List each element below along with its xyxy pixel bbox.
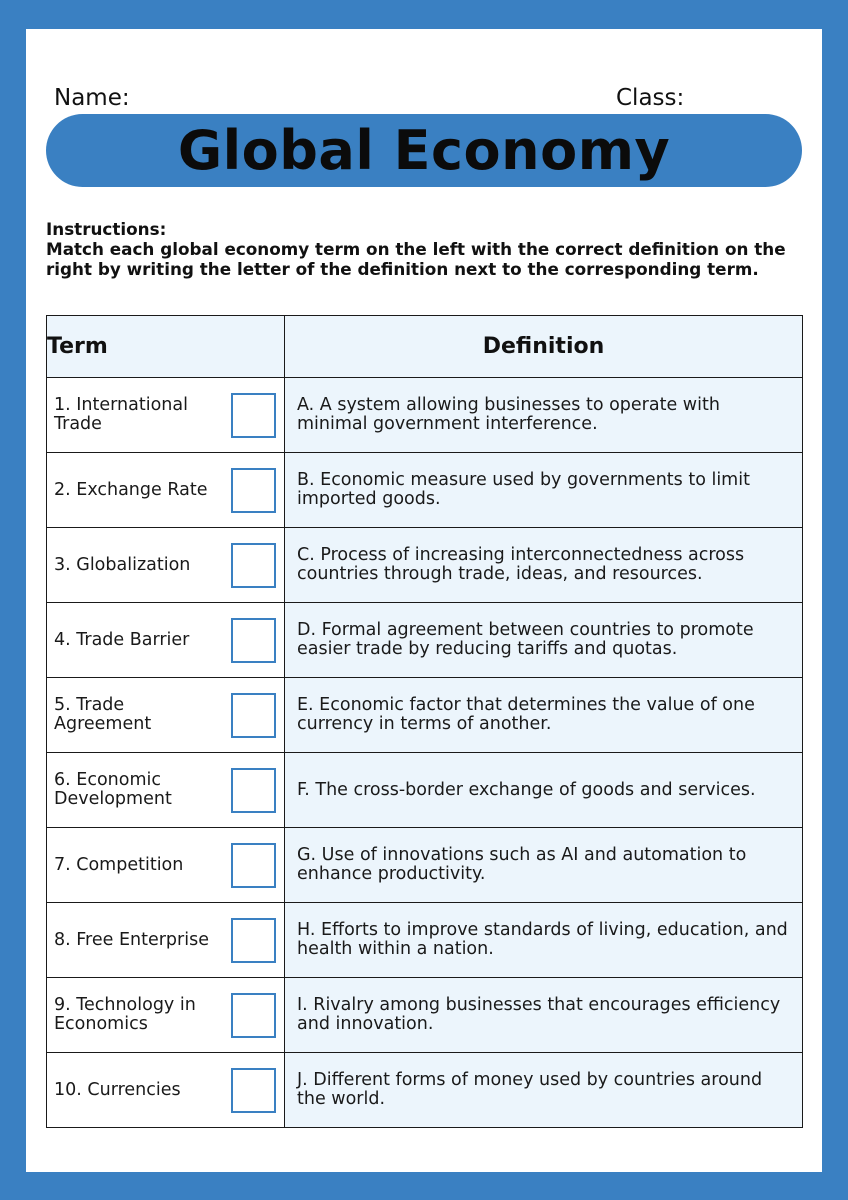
term-cell <box>47 603 285 678</box>
worksheet-page <box>26 29 822 1172</box>
answer-box[interactable] <box>231 693 276 738</box>
definition-text: I. Rivalry among businesses that encourages efficiency and innovation. <box>297 995 781 1034</box>
term-cell <box>47 1053 285 1128</box>
answer-box[interactable] <box>231 993 276 1038</box>
table-row <box>47 453 803 528</box>
title-banner <box>46 114 802 187</box>
definition-text: A. A system allowing businesses to operate with minimal government interference. <box>297 395 720 434</box>
term-cell <box>47 753 285 828</box>
table-row <box>47 753 803 828</box>
class-label: Class: <box>616 85 685 111</box>
term-text: 8. Free Enterprise <box>54 929 209 950</box>
column-header-definition: Definition <box>285 316 803 378</box>
term-text: 5. Trade Agreement <box>54 695 152 734</box>
answer-box[interactable] <box>231 768 276 813</box>
term-text: 3. Globalization <box>54 554 191 575</box>
answer-box[interactable] <box>231 468 276 513</box>
term-cell <box>47 903 285 978</box>
term-text: 4. Trade Barrier <box>54 629 190 650</box>
term-cell <box>47 453 285 528</box>
definition-cell <box>285 903 803 978</box>
definition-text: F. The cross-border exchange of goods and services. <box>297 779 756 800</box>
term-text: 1. International Trade <box>54 395 188 434</box>
table-row <box>47 603 803 678</box>
definition-text: C. Process of increasing interconnectedness across countries through trade, ideas, and resources. <box>297 545 745 584</box>
instructions-line-1: Match each global economy term on the left with the correct definition on the <box>46 239 786 259</box>
term-cell <box>47 378 285 453</box>
definition-text: H. Efforts to improve standards of living, education, and health within a nation. <box>297 920 788 959</box>
definition-text: J. Different forms of money used by countries around the world. <box>297 1070 763 1109</box>
term-text: 2. Exchange Rate <box>54 479 208 500</box>
definition-cell <box>285 678 803 753</box>
term-cell <box>47 828 285 903</box>
table-row <box>47 378 803 453</box>
answer-box[interactable] <box>231 1068 276 1113</box>
definition-cell <box>285 453 803 528</box>
table-row <box>47 903 803 978</box>
table-row <box>47 1053 803 1128</box>
definition-cell <box>285 828 803 903</box>
term-text: 7. Competition <box>54 854 184 875</box>
table-row <box>47 828 803 903</box>
definition-cell <box>285 753 803 828</box>
answer-box[interactable] <box>231 393 276 438</box>
column-header-term: Term <box>47 316 285 378</box>
name-label: Name: <box>54 85 130 111</box>
table-header-row <box>47 316 803 378</box>
term-cell <box>47 528 285 603</box>
definition-text: B. Economic measure used by governments to limit imported goods. <box>297 470 750 509</box>
definition-cell <box>285 378 803 453</box>
term-cell <box>47 678 285 753</box>
instructions-heading: Instructions: <box>46 219 167 239</box>
table-row <box>47 528 803 603</box>
definition-text: G. Use of innovations such as AI and automation to enhance productivity. <box>297 845 747 884</box>
term-text: 9. Technology in Economics <box>54 995 196 1034</box>
definition-cell <box>285 978 803 1053</box>
term-text: 10. Currencies <box>54 1079 181 1100</box>
page-title: Global Economy <box>177 119 671 182</box>
matching-table <box>46 315 803 1128</box>
table-row <box>47 678 803 753</box>
answer-box[interactable] <box>231 543 276 588</box>
instructions-block <box>46 219 806 279</box>
definition-cell <box>285 1053 803 1128</box>
answer-box[interactable] <box>231 843 276 888</box>
answer-box[interactable] <box>231 618 276 663</box>
definition-text: E. Economic factor that determines the value of one currency in terms of another. <box>297 695 755 734</box>
answer-box[interactable] <box>231 918 276 963</box>
definition-text: D. Formal agreement between countries to promote easier trade by reducing tariffs and quotas. <box>297 620 754 659</box>
definition-cell <box>285 603 803 678</box>
term-cell <box>47 978 285 1053</box>
instructions-line-2: right by writing the letter of the definition next to the corresponding term. <box>46 259 759 279</box>
definition-cell <box>285 528 803 603</box>
table-row <box>47 978 803 1053</box>
term-text: 6. Economic Development <box>54 770 172 809</box>
